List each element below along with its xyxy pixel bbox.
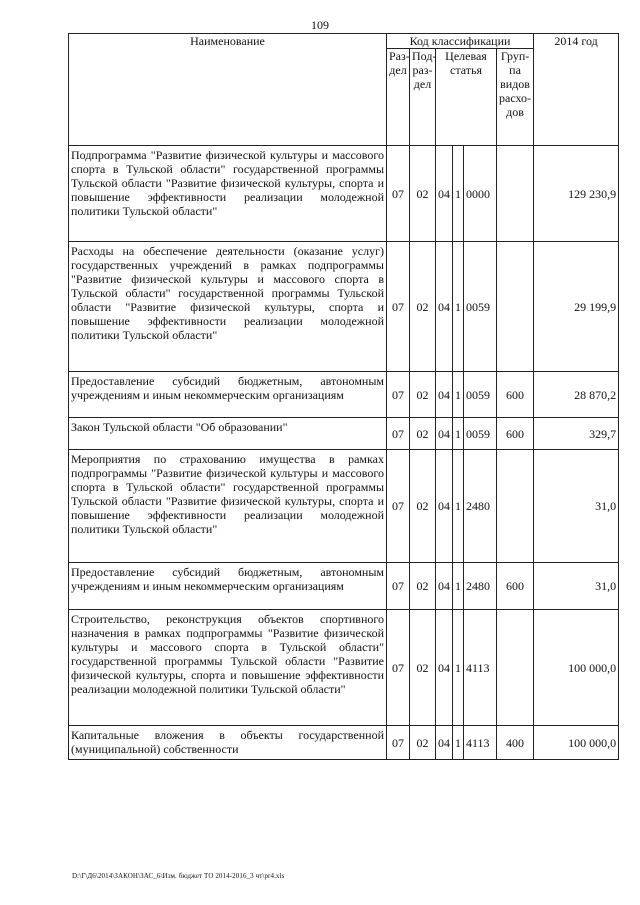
row-podrazdel: 02 (410, 418, 436, 450)
row-expense-group: 600 (497, 372, 534, 418)
table-row (69, 563, 619, 610)
table-row (69, 146, 619, 242)
row-target-part-1: 04 (436, 418, 453, 450)
row-podrazdel: 02 (410, 610, 436, 726)
row-name: Закон Тульской области "Об образовании" (69, 418, 387, 450)
row-razdel: 07 (387, 146, 410, 242)
row-expense-group: 600 (497, 563, 534, 610)
footer-file-path: D:\Г\Д6\2014\ЗАКОН\ЗАС_6\Изм. бюджет ТО 2014-2016_3 чт\pr4.xls (72, 872, 285, 880)
row-amount: 100 000,0 (534, 726, 619, 760)
row-podrazdel: 02 (410, 242, 436, 372)
row-target-part-2: 1 (453, 372, 464, 418)
row-amount: 28 870,2 (534, 372, 619, 418)
row-razdel: 07 (387, 610, 410, 726)
row-target-part-3: 0059 (464, 242, 497, 372)
table-row (69, 726, 619, 760)
row-name: Капитальные вложения в объекты государственной (муниципальной) собственности (69, 726, 387, 760)
header-podrazdel: Под- раз- дел (410, 49, 436, 146)
budget-table (68, 33, 619, 760)
row-target-part-3: 0000 (464, 146, 497, 242)
row-expense-group (497, 610, 534, 726)
row-target-part-1: 04 (436, 726, 453, 760)
row-name: Строительство, реконструкция объектов спортивного назначения в рамках подпрограммы "Развитие физической культуры и массового спорта в Тульской области" государственной программы Тульской области "Развитие физической культуры, спорта и повышение эффективности реализации молодежной политики Тульской области" (69, 610, 387, 726)
row-amount: 31,0 (534, 563, 619, 610)
header-razdel: Раз- дел (387, 49, 410, 146)
row-expense-group: 600 (497, 418, 534, 450)
row-target-part-1: 04 (436, 563, 453, 610)
row-target-part-3: 2480 (464, 563, 497, 610)
row-expense-group (497, 146, 534, 242)
row-target-part-3: 0059 (464, 372, 497, 418)
page-number: 109 (311, 18, 329, 32)
row-podrazdel: 02 (410, 372, 436, 418)
header-year: 2014 год (534, 34, 619, 146)
row-amount: 100 000,0 (534, 610, 619, 726)
row-razdel: 07 (387, 372, 410, 418)
row-razdel: 07 (387, 418, 410, 450)
row-expense-group (497, 450, 534, 563)
row-target-part-2: 1 (453, 726, 464, 760)
row-target-part-2: 1 (453, 610, 464, 726)
row-target-part-1: 04 (436, 146, 453, 242)
table-row (69, 418, 619, 450)
row-expense-group (497, 242, 534, 372)
row-name: Расходы на обеспечение деятельности (оказание услуг) государственных учреждений в рамках подпрограммы "Развитие физической культуры и массового спорта в Тульской области" государственной программы Тульской области "Развитие физической культуры, спорта и повышение эффективности реализации молодежной политики Тульской области" (69, 242, 387, 372)
row-podrazdel: 02 (410, 450, 436, 563)
row-amount: 129 230,9 (534, 146, 619, 242)
row-name: Мероприятия по страхованию имущества в рамках подпрограммы "Развитие физической культуры и массового спорта в Тульской области" государственной программы Тульской области "Развитие физической культуры, спорта и повышение эффективности реализации молодежной политики Тульской области" (69, 450, 387, 563)
row-amount: 29 199,9 (534, 242, 619, 372)
row-target-part-3: 2480 (464, 450, 497, 563)
table-row (69, 372, 619, 418)
row-target-part-2: 1 (453, 563, 464, 610)
table-row (69, 242, 619, 372)
row-target-part-1: 04 (436, 242, 453, 372)
table-row (69, 450, 619, 563)
row-target-part-1: 04 (436, 372, 453, 418)
header-expense-group: Груп- па видов расхо- дов (497, 49, 534, 146)
row-razdel: 07 (387, 450, 410, 563)
row-target-part-2: 1 (453, 418, 464, 450)
row-razdel: 07 (387, 242, 410, 372)
row-expense-group: 400 (497, 726, 534, 760)
row-razdel: 07 (387, 563, 410, 610)
row-target-part-3: 4113 (464, 610, 497, 726)
row-target-part-2: 1 (453, 242, 464, 372)
row-podrazdel: 02 (410, 146, 436, 242)
row-target-part-3: 4113 (464, 726, 497, 760)
row-target-part-2: 1 (453, 450, 464, 563)
table-row (69, 610, 619, 726)
row-name: Подпрограмма "Развитие физической культуры и массового спорта в Тульской области" государственной программы Тульской области "Развитие физической культуры, спорта и повышение эффективности реализации молодежной политики Тульской области" (69, 146, 387, 242)
row-target-part-1: 04 (436, 450, 453, 563)
row-target-part-3: 0059 (464, 418, 497, 450)
header-classification: Код классификации (387, 34, 534, 49)
row-name: Предоставление субсидий бюджетным, автономным учреждениям и иным некоммерческим организациям (69, 372, 387, 418)
row-amount: 329,7 (534, 418, 619, 450)
row-amount: 31,0 (534, 450, 619, 563)
row-name: Предоставление субсидий бюджетным, автономным учреждениям и иным некоммерческим организациям (69, 563, 387, 610)
row-razdel: 07 (387, 726, 410, 760)
row-podrazdel: 02 (410, 726, 436, 760)
header-name: Наименование (69, 34, 387, 146)
header-target-article: Целевая статья (436, 49, 497, 146)
row-podrazdel: 02 (410, 563, 436, 610)
row-target-part-1: 04 (436, 610, 453, 726)
row-target-part-2: 1 (453, 146, 464, 242)
